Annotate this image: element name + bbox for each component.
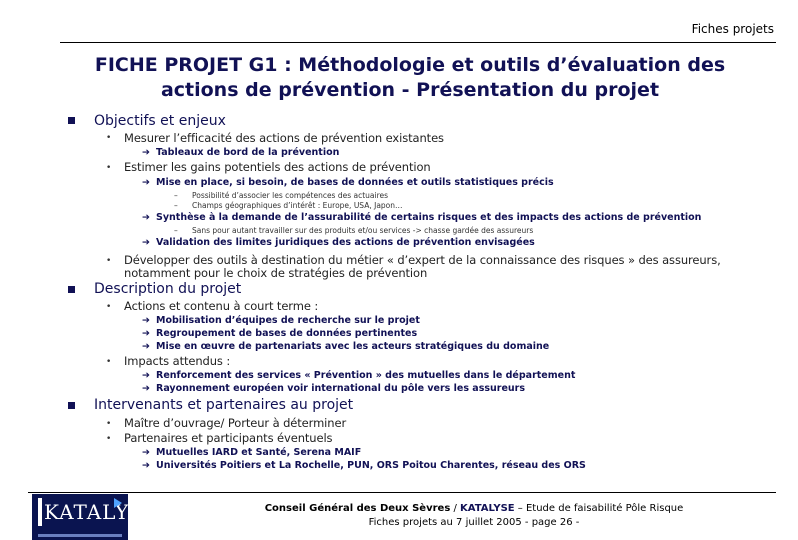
section-bullet — [68, 117, 75, 124]
katalyse-logo: KATALYSE — [32, 494, 128, 540]
header-divider — [60, 42, 776, 43]
description-item-2: Impacts attendus : — [124, 354, 231, 368]
objective-1: Mesurer l’efficacité des actions de prévention existantes — [124, 131, 444, 145]
page-title — [60, 53, 760, 103]
bullet-dot: • — [106, 434, 112, 444]
bullet-dot: • — [106, 419, 112, 429]
section-objectifs-heading: Objectifs et enjeux — [94, 113, 226, 129]
dash-item: – Possibilité d’associer les compétences des actuaires — [174, 191, 389, 200]
footer-line-2: Fiches projets au 7 juillet 2005 - page 26 - — [368, 517, 580, 528]
title-line-2: actions de prévention - Présentation du projet — [160, 79, 660, 101]
bullet-dot: • — [106, 133, 112, 143]
arrow-item: ➔ Universités Poitiers et La Rochelle, PUN, ORS Poitou Charentes, réseau des ORS — [142, 460, 586, 471]
dash-item: – Champs géographiques d’intérêt : Europe, USA, Japon… — [174, 201, 403, 210]
arrow-icon: ➔ — [142, 328, 150, 339]
arrow-item: ➔ Mutuelles IARD et Santé, Serena MAIF — [142, 447, 362, 458]
title-line-1: FICHE PROJET G1 : Méthodologie et outils d’évaluation des — [94, 54, 726, 76]
bullet-dot: • — [106, 163, 112, 173]
arrow-item: ➔ Synthèse à la demande de l’assurabilité de certains risques et des impacts des actions de prévention — [142, 212, 702, 223]
objective-3-line-1: Développer des outils à destination du métier « d’expert de la connaissance des risques » des assureurs, — [124, 253, 721, 267]
description-item-1: Actions et contenu à court terme : — [124, 299, 319, 313]
arrow-icon: ➔ — [142, 341, 150, 352]
arrow-item: ➔ Mise en place, si besoin, de bases de données et outils statistiques précis — [142, 177, 554, 188]
section-intervenants-heading: Intervenants et partenaires au projet — [94, 397, 354, 413]
bullet-dot: • — [106, 256, 112, 266]
arrow-icon: ➔ — [142, 447, 150, 458]
intervenant-item-1: Maître d’ouvrage/ Porteur à déterminer — [124, 416, 347, 430]
arrow-item: ➔ Validation des limites juridiques des actions de prévention envisagées — [142, 237, 535, 248]
objective-3-line-2: notamment pour le choix de stratégies de prévention — [124, 266, 428, 280]
bullet-dot: • — [106, 302, 112, 312]
arrow-icon: ➔ — [142, 370, 150, 381]
objective-2: Estimer les gains potentiels des actions de prévention — [124, 160, 431, 174]
arrow-icon: ➔ — [142, 147, 150, 158]
page-header: Fiches projets — [691, 22, 774, 36]
intervenant-item-2: Partenaires et participants éventuels — [124, 431, 333, 445]
arrow-icon: ➔ — [142, 315, 150, 326]
arrow-item: ➔ Tableaux de bord de la prévention — [142, 147, 340, 158]
arrow-item: ➔ Renforcement des services « Prévention » des mutuelles dans le département — [142, 370, 576, 381]
arrow-item: ➔ Regroupement de bases de données pertinentes — [142, 328, 418, 339]
arrow-item: ➔ Mobilisation d’équipes de recherche sur le projet — [142, 315, 420, 326]
section-bullet — [68, 286, 75, 293]
arrow-item: ➔ Rayonnement européen voir international du pôle vers les assureurs — [142, 383, 526, 394]
arrow-icon: ➔ — [142, 212, 150, 223]
section-description-heading: Description du projet — [94, 281, 242, 297]
arrow-icon: ➔ — [142, 383, 150, 394]
arrow-icon: ➔ — [142, 460, 150, 471]
footer-line-1: Conseil Général des Deux Sèvres / KATALYSE – Etude de faisabilité Pôle Risque — [264, 503, 684, 514]
arrow-item: ➔ Mise en œuvre de partenariats avec les acteurs stratégiques du domaine — [142, 341, 550, 352]
arrow-icon: ➔ — [142, 177, 150, 188]
section-bullet — [68, 402, 75, 409]
dash-item: – Sans pour autant travailler sur des produits et/ou services -> chasse gardée des assureurs — [174, 226, 534, 235]
play-triangle-icon — [114, 498, 122, 508]
bullet-dot: • — [106, 357, 112, 367]
arrow-icon: ➔ — [142, 237, 150, 248]
footer-divider — [28, 492, 776, 493]
